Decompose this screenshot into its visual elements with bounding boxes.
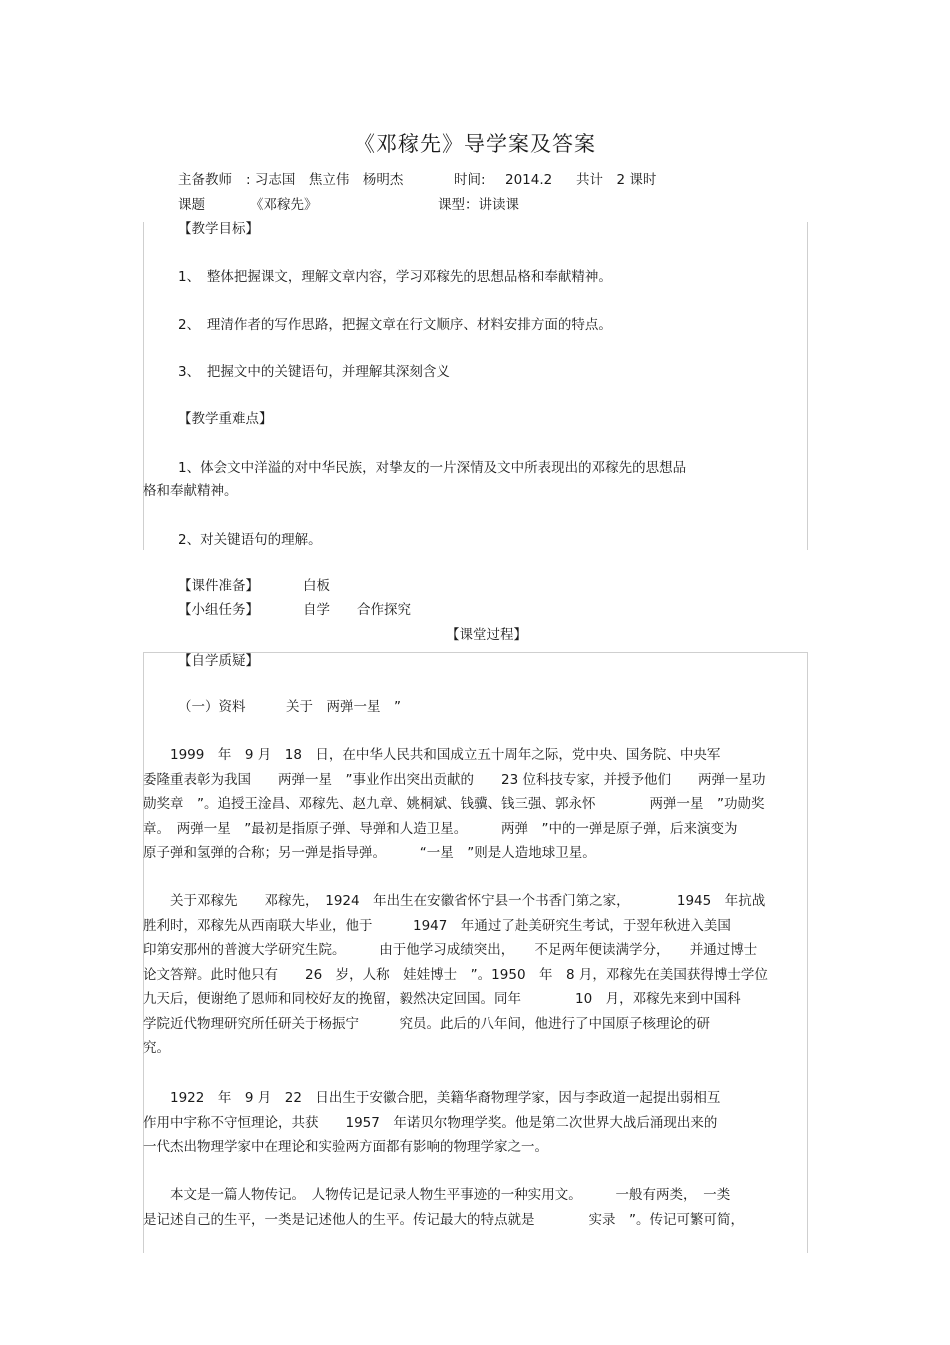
- paragraph-line: 学院近代物理研究所任研关于杨振宁 究员。此后的八年间，他进行了中国原子核理论的研: [143, 1015, 710, 1032]
- total-hours: 共计 2 课时: [576, 172, 657, 188]
- paragraph-line: 胜利时，邓稼先从西南联大毕业，他于 1947 年通过了赴美研究生考试，于翌年秋进入美国: [143, 917, 731, 934]
- paragraph-line: 勋奖章 ”。追授王淦昌、邓稼先、赵九章、姚桐斌、钱骥、钱三强、郭永怀 两弹一星 ”功勋奖: [143, 796, 765, 812]
- objective-item-3: 3、 把握文中的关键语句，并理解其深刻含义: [178, 364, 450, 380]
- self-study-heading: 【自学质疑】: [178, 653, 259, 669]
- paragraph-line: 一代杰出物理学家中在理论和实验两方面都有影响的物理学家之一。: [143, 1139, 548, 1155]
- paragraph-two-bombs: [143, 743, 806, 866]
- materials-subheading: （一）资料 关于 两弹一星 ”: [178, 699, 401, 715]
- objective-item-1: 1、 整体把握课文，理解文章内容，学习邓稼先的思想品格和奉献精神。: [178, 269, 612, 285]
- paragraph-line: 印第安那州的普渡大学研究生院。 由于他学习成绩突出， 不足两年便读满学分， 并通过博士: [143, 942, 758, 958]
- paragraph-line: 1999 年 9 月 18 日，在中华人民共和国成立五十周年之际，党中央、国务院、中央军: [143, 747, 721, 763]
- paragraph-line: 原子弹和氢弹的合称；另一弹是指导弹。 “一星 ”则是人造地球卫星。: [143, 845, 596, 861]
- prep-value: 白板: [303, 578, 330, 594]
- group-label: 【小组任务】: [178, 602, 259, 618]
- paragraph-line: 委隆重表彰为我国 两弹一星 ”事业作出突出贡献的 23 位科技专家，并授予他们 两弹一星功: [143, 771, 766, 788]
- key-point-2: 2、对关键语句的理解。: [178, 532, 322, 548]
- paragraph-deng-jiaxian: [143, 889, 806, 1061]
- group-value: 自学 合作探究: [303, 602, 411, 618]
- lesson-type: 课型：讲读课: [438, 197, 519, 213]
- teachers-names: : 习志国 焦立伟 杨明杰: [246, 172, 404, 188]
- paragraph-line: 本文是一篇人物传记。 人物传记是记录人物生平事迹的一种实用文。 一般有两类， 一类: [143, 1187, 731, 1203]
- document-title: 《邓稼先》导学案及答案: [354, 132, 596, 156]
- paragraph-line: 九天后，便谢绝了恩师和同校好友的挽留，毅然决定回国。同年 10 月，邓稼先来到中国科: [143, 991, 741, 1007]
- key-points-heading: 【教学重难点】: [178, 411, 273, 427]
- objectives-heading: 【教学目标】: [178, 221, 259, 237]
- paragraph-yang-zhenning: [143, 1086, 806, 1160]
- paragraph-line: 论文答辩。此时他只有 26 岁，人称 娃娃博士 ”。1950 年 8 月，邓稼先在美国获得博士学位: [143, 966, 768, 983]
- paragraph-line: 究。: [143, 1040, 170, 1056]
- topic-value: 《邓稼先》: [250, 197, 318, 213]
- key-point-1-line1: 1、体会文中洋溢的对中华民族，对挚友的一片深情及文中所表现出的邓稼先的思想品: [178, 460, 687, 476]
- time-label: 时间:: [454, 172, 486, 188]
- paragraph-line: 关于邓稼先 邓稼先， 1924 年出生在安徽省怀宁县一个书香门第之家， 1945 年抗战: [143, 893, 766, 909]
- process-heading: 【课堂过程】: [446, 627, 527, 643]
- paragraph-line: 1922 年 9 月 22 日出生于安徽合肥，美籍华裔物理学家，因与李政道一起提出弱相互: [143, 1090, 721, 1106]
- paragraph-biography: [143, 1183, 806, 1232]
- paragraph-line: 章。 两弹一星 ”最初是指原子弹、导弹和人造卫星。 两弹 ”中的一弹是原子弹，后来演变为: [143, 820, 738, 837]
- time-value: 2014.2: [505, 172, 553, 188]
- paragraph-line: 作用中宇称不守恒理论，共获 1957 年诺贝尔物理学奖。他是第二次世界大战后涌现出来的: [143, 1114, 718, 1131]
- topic-label: 课题: [178, 197, 205, 213]
- objective-item-2: 2、 理清作者的写作思路，把握文章在行文顺序、材料安排方面的特点。: [178, 317, 612, 333]
- teachers-label: 主备教师: [178, 172, 232, 188]
- prep-label: 【课件准备】: [178, 578, 259, 594]
- key-point-1-line2: 格和奉献精神。: [143, 483, 238, 499]
- paragraph-line: 是记述自己的生平，一类是记述他人的生平。传记最大的特点就是 实录 ”。传记可繁可简，: [143, 1211, 744, 1228]
